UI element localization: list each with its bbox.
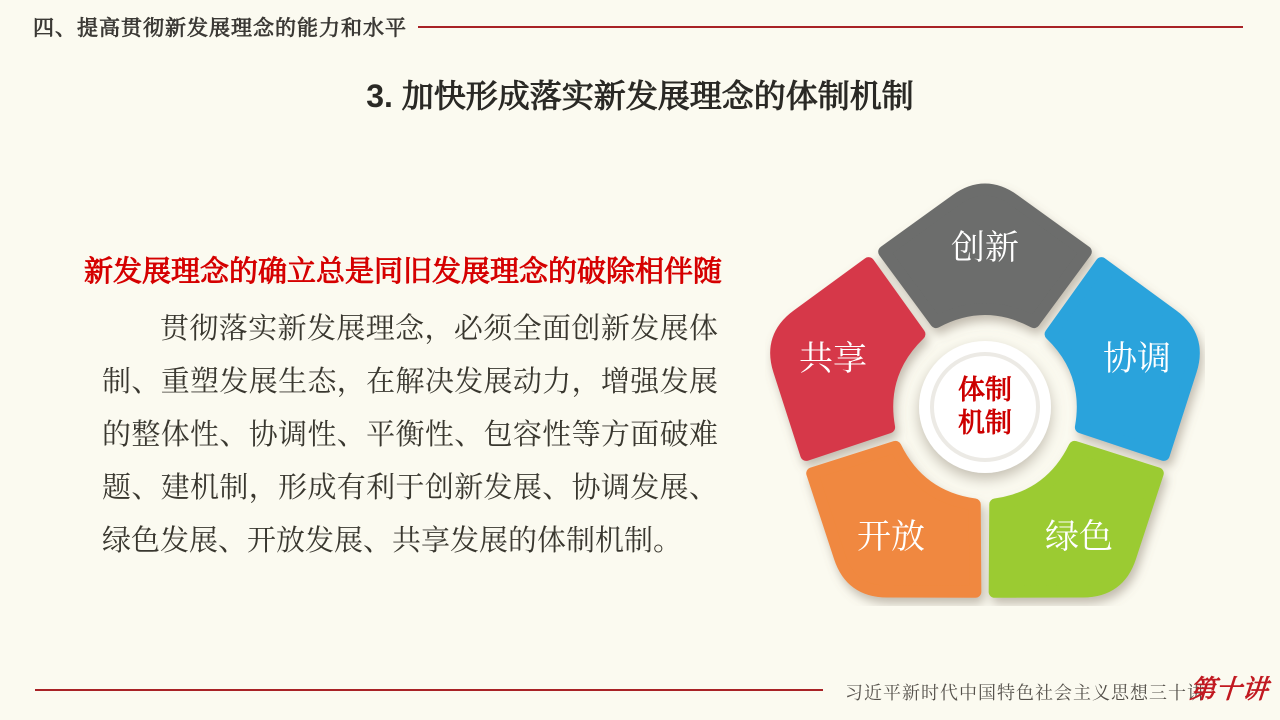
petal-label-innovation: 创新 [951,229,1019,267]
footer-rule [35,689,823,691]
page-title: 3. 加快形成落实新发展理念的体制机制 [366,78,914,114]
diagram-center-label-line2: 机制 [958,408,1012,438]
header-rule [418,26,1243,28]
diagram-center-label-line1: 体制 [958,375,1012,405]
petal-label-sharing: 共享 [799,340,867,378]
five-concepts-diagram [765,170,1205,606]
content-heading: 新发展理念的确立总是同旧发展理念的破除相伴随 [84,256,723,288]
petal-label-coordination: 协调 [1103,340,1171,378]
content-paragraph: 贯彻落实新发展理念，必须全面创新发展体制、重塑发展生态，在解决发展动力，增强发展的整体性、协调性、平衡性、包容性等方面破难题、建机制，形成有利于创新发展、协调发展、绿色发展、开放发展、共享发展的体制机制。 [102,313,718,557]
footer-series-title: 习近平新时代中国特色社会主义思想三十讲 [845,683,1206,703]
footer-lecture-badge: 第十讲 [1188,675,1269,705]
petal-label-openness: 开放 [857,518,925,556]
section-header: 四、提高贯彻新发展理念的能力和水平 [33,17,407,40]
petal-label-green: 绿色 [1045,518,1113,556]
diagram-center-circle [919,341,1051,473]
